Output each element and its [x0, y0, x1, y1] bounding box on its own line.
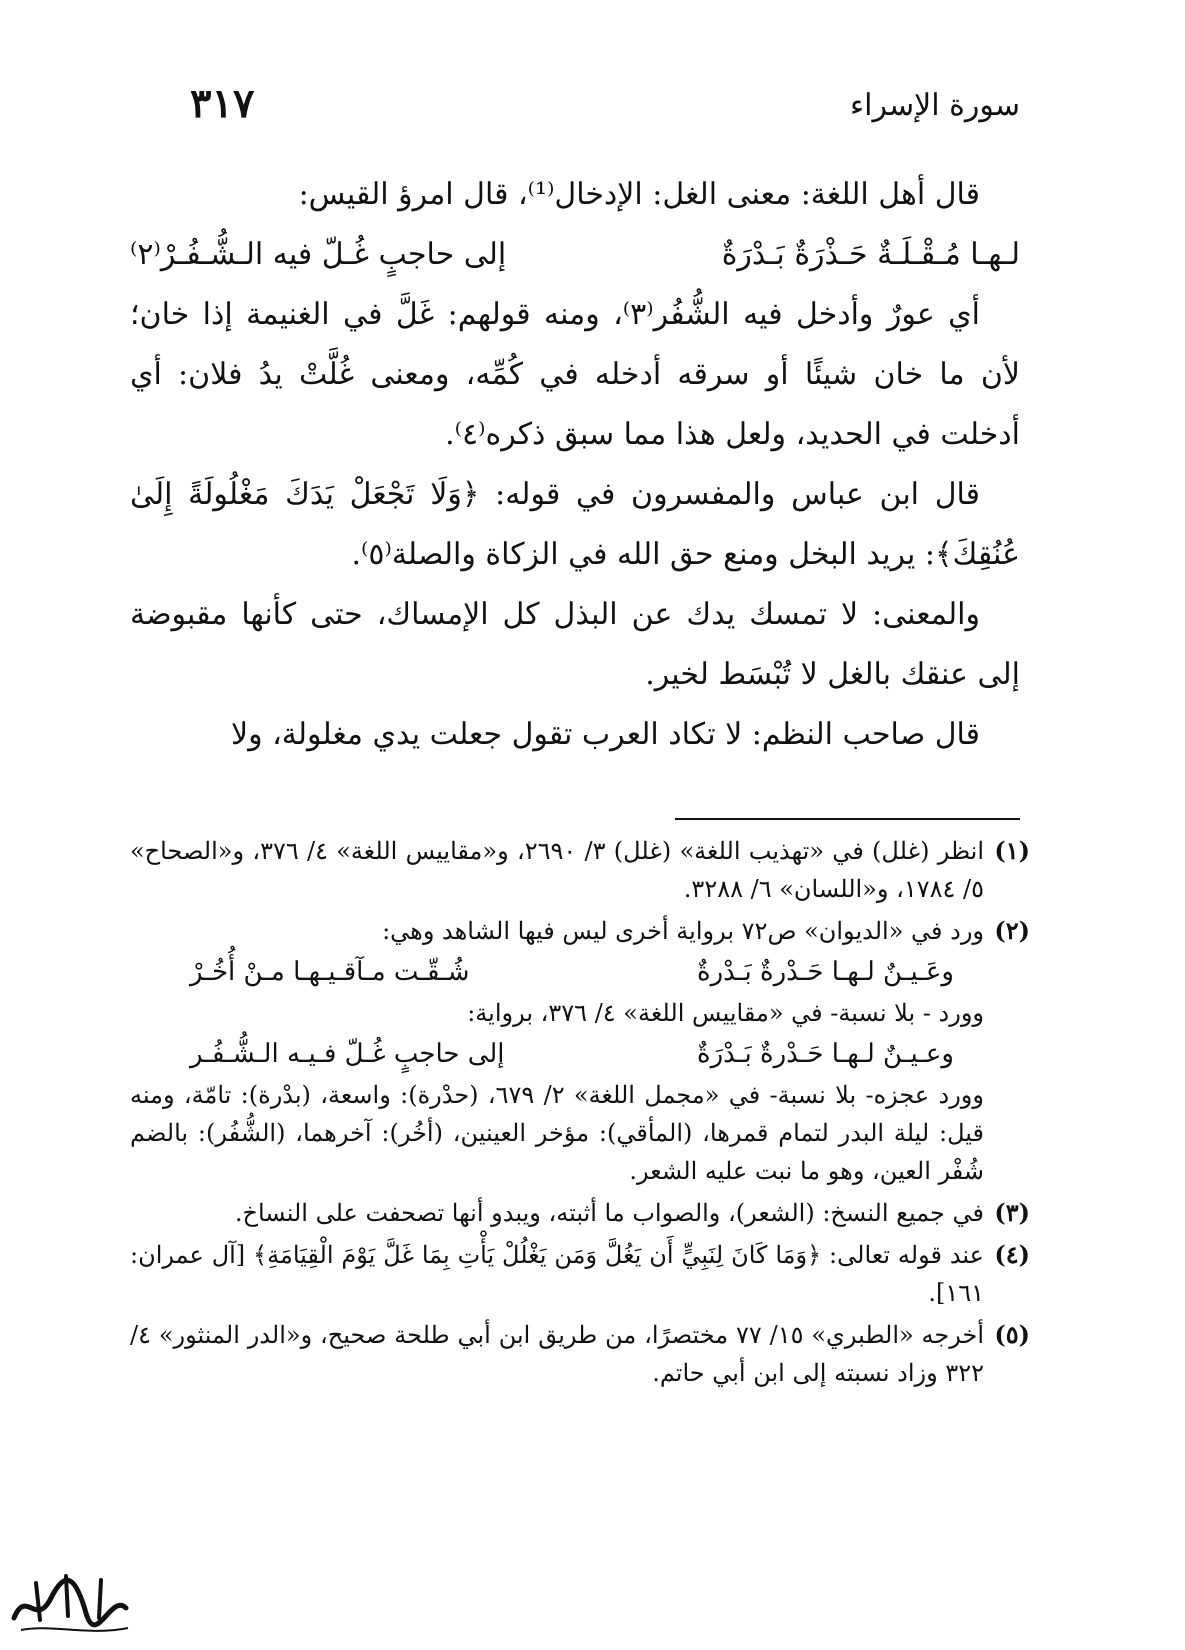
footnote-3	[130, 1194, 1030, 1232]
footnote-number: (٤)	[994, 1240, 1030, 1269]
paragraph-2: أي عورٌ وأدخل فيه الشُّفُر⁽٣⁾، ومنه قولهم: غَلَّ في الغنيمة إذا خان؛ لأن ما خان شيئًا أو سرقه أدخله في كُمِّه، ومعنى غُلَّتْ يدُ فلان: أي أدخلت في الحديد، ولعل هذا مما سبق ذكره⁽٤⁾.	[130, 297, 1020, 452]
footnote-number: (٣)	[994, 1198, 1030, 1227]
footnote-5	[130, 1316, 1030, 1392]
paragraph-3: قال ابن عباس والمفسرون في قوله: ﴿وَلَا تَجْعَلْ يَدَكَ مَغْلُولَةً إِلَىٰ عُنُقِكَ﴾: يريد البخل ومنع حق الله في الزكاة والصلة⁽٥⁾.	[130, 477, 1020, 572]
footnote-text: وورد - بلا نسبة- في «مقاييس اللغة» ٤/ ٣٧٦، برواية:	[467, 999, 984, 1027]
verse-hemistich: شُـقّـت مـآقـيـهـا مـنْ أُخُـرْ	[190, 957, 470, 987]
footnote-1	[130, 832, 1030, 908]
verse-second-hemistich: إلى حاجبٍ غُـلّ فيه الـشُّـفُـرْ⁽٢⁾	[130, 237, 507, 272]
paragraph-5: قال صاحب النظم: لا تكاد العرب تقول جعلت يدي مغلولة، ولا	[230, 717, 980, 752]
footnotes	[130, 832, 1030, 1396]
footnote-number: (١)	[994, 836, 1030, 865]
footnote-text: في جميع النسخ: (الشعر)، والصواب ما أثبته، ويبدو أنها تصحفت على النساخ.	[234, 1199, 984, 1227]
surah-name: سورة الإسراء	[850, 88, 1020, 123]
footnote-4	[130, 1236, 1030, 1312]
verse-hemistich: إلى حاجبٍ غُـلّ فـيـه الـشُّـفُـر	[190, 1039, 505, 1069]
footnote-text: ورد في «الديوان» ص٧٢ برواية أخرى ليس فيها الشاهد وهي:	[382, 917, 984, 945]
paragraph-4: والمعنى: لا تمسك يدك عن البذل كل الإمساك، حتى كأنها مقبوضة إلى عنقك بالغل لا تُبْسَط لخير.	[130, 597, 1020, 692]
footnote-text: أخرجه «الطبري» ١٥/ ٧٧ مختصرًا، من طريق ابن أبي طلحة صحيح، و«الدر المنثور» ٤/ ٣٢٢ وزاد نسبته إلى ابن أبي حاتم.	[130, 1321, 984, 1387]
page-number: ٣١٧	[190, 80, 255, 127]
calligraphy-logo-icon	[6, 1558, 136, 1638]
footnote-text: انظر (غلل) في «تهذيب اللغة» (غلل) ٣/ ٢٦٩٠، و«مقاييس اللغة» ٤/ ٣٧٦، و«الصحاح» ٥/ ١٧٨٤، و«اللسان» ٦/ ٣٢٨٨.	[130, 837, 984, 903]
verse-first-hemistich: لـهـا مُـقْـلَـةٌ حَـذْرَةٌ بَـدْرَةٌ	[721, 237, 1020, 272]
footnote-number: (٢)	[994, 916, 1030, 945]
footnote-text: عند قوله تعالى: ﴿وَمَا كَانَ لِنَبِيٍّ أَن يَغُلَّ وَمَن يَغْلُلْ يَأْتِ بِمَا غَلَّ يَوْمَ الْقِيَامَةِ﴾ [آل عمران: ١٦١].	[130, 1241, 984, 1307]
main-text	[130, 165, 1020, 765]
footnote-divider	[675, 818, 1020, 820]
footnote-2	[130, 912, 1030, 1190]
footnote-text: وورد عجزه- بلا نسبة- في «مجمل اللغة» ٢/ ٦٧٩، (حدْرة): واسعة، (بدْرة): تامّة، ومنه قيل: ليلة البدر لتمام قمرها، (المأقي): مؤخر العينين، (أخُر): آخرهما، (الشُّفُر): بالضم شُفْر العين، وهو ما نبت عليه الشعر.	[130, 1081, 984, 1185]
verse-hemistich: وعـيـنٌ لـهـا حَـدْرةٌ بَـدْرَةٌ	[697, 1039, 954, 1069]
page-header	[190, 80, 1020, 140]
verse-hemistich: وعَـيـنٌ لـهـا حَـدْرةٌ بَـدْرةٌ	[697, 957, 954, 987]
footnote-number: (٥)	[994, 1320, 1030, 1349]
paragraph-1: قال أهل اللغة: معنى الغل: الإدخال⁽¹⁾، قال امرؤ القيس:	[298, 177, 980, 212]
footnote-verse-2	[130, 1032, 984, 1076]
poetry-verse	[130, 225, 1020, 285]
footnote-verse-1	[130, 950, 984, 994]
